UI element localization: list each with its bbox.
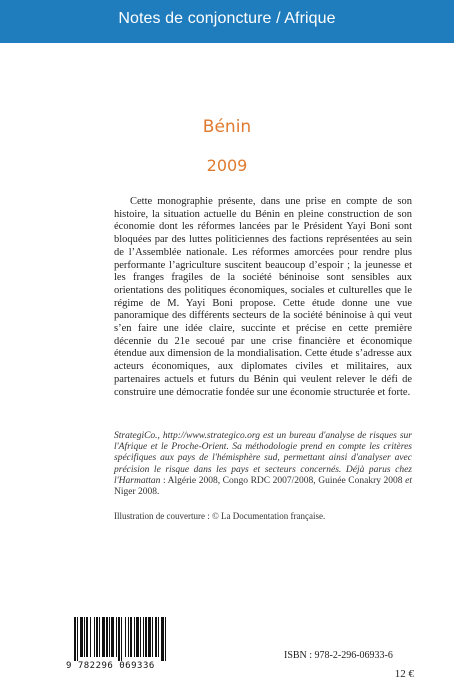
barcode-bar [111, 617, 114, 657]
cover-credit: Illustration de couverture : © La Documentation française. [114, 511, 326, 521]
barcode-bar [90, 617, 91, 657]
barcode-bar [86, 617, 88, 657]
barcode-bar [161, 617, 164, 661]
barcode [66, 617, 170, 675]
collection-name: Notes de conjoncture [118, 10, 272, 27]
published-list-a: : Algérie 2008, Congo RDC 2007/2008, Guinée Conakry 2008 [160, 475, 406, 486]
barcode-bar [80, 617, 83, 657]
series-name: Afrique [284, 10, 336, 27]
summary-paragraph: Cette monographie présente, dans une prise en compte de son histoire, la situation actuelle du Bénin en pleine construction de son économie dont les réformes lancées par le Président Yayi Boni sont bloquées par des luttes politiciennes des factions représentées au sein de l’Assemblée nationale. Les réformes amorcées pour rendre plus performante l’agriculture suscitent beaucoup d’espoir ; la jeunesse et les franges fragiles de la société béninoise sont sensibles aux orientations des politiques économiques, sociales et culturelles que le régime de M. Yayi Boni propose. Cette étude donne une vue panoramique des différents secteurs de la société béninoise à qui veut s’en faire une idée claire, succinte et précise en cette première décennie du 21e secoué par une crise financière et économique étendue aux dimension de la mondialisation. Cette étude s’adresse aux acteurs économiques, aux diplomates civiles et militaires, aux partenaires actuels et futurs du Bénin qui veulent relever le défi de construire une démocratie fondée sur une économie structurée et forte. [114, 196, 412, 398]
barcode-bar [94, 617, 95, 657]
barcode-bar [77, 617, 78, 661]
barcode-bar [121, 617, 122, 661]
collection-separator: / [276, 10, 281, 27]
barcode-bar [140, 617, 141, 657]
summary-text [114, 196, 412, 399]
barcode-bar [128, 617, 129, 657]
barcode-bar [109, 617, 110, 657]
barcode-bar [148, 617, 151, 657]
barcode-digits: 9 782296 069336 [66, 661, 155, 671]
barcode-bar [155, 617, 157, 657]
barcode-bar [134, 617, 135, 657]
collection-title [0, 10, 454, 28]
barcode-bar [102, 617, 105, 657]
book-year: 2009 [206, 156, 248, 175]
barcode-bar [116, 617, 117, 657]
book-title: Bénin [202, 117, 252, 137]
barcode-bar [143, 617, 144, 657]
barcode-bar [74, 617, 76, 661]
barcode-bar [125, 617, 126, 657]
barcode-bar [152, 617, 153, 657]
barcode-bar [136, 617, 139, 657]
barcode-bar [118, 617, 120, 661]
published-conj: et [405, 475, 412, 486]
barcode-bar [96, 617, 98, 657]
collection-banner [0, 0, 454, 43]
barcode-bar [130, 617, 132, 657]
isbn: ISBN : 978-2-296-06933-6 [284, 650, 393, 661]
barcode-bar [145, 617, 147, 657]
barcode-bar [106, 617, 108, 657]
barcode-bar [165, 617, 166, 661]
barcode-bars [74, 617, 166, 661]
publisher-note [114, 431, 412, 498]
publisher-intro: StrategiCo., http://www.strategico.org est un bureau d'analyse de risques sur l'Afrique et le Proche-Orient. Sa méthodologie prend en compte les critères spécifiques aux pays de l'hémisphère sud, permettant ainsi d'analyser avec précision le risque dans les pays et secteurs concernés. Déjà parus chez l'Harmattan [114, 431, 412, 486]
barcode-bar [158, 617, 159, 657]
published-list-b: Niger 2008. [114, 487, 160, 498]
barcode-bar [84, 617, 85, 657]
barcode-bar [99, 617, 100, 657]
price: 12 € [394, 668, 414, 680]
